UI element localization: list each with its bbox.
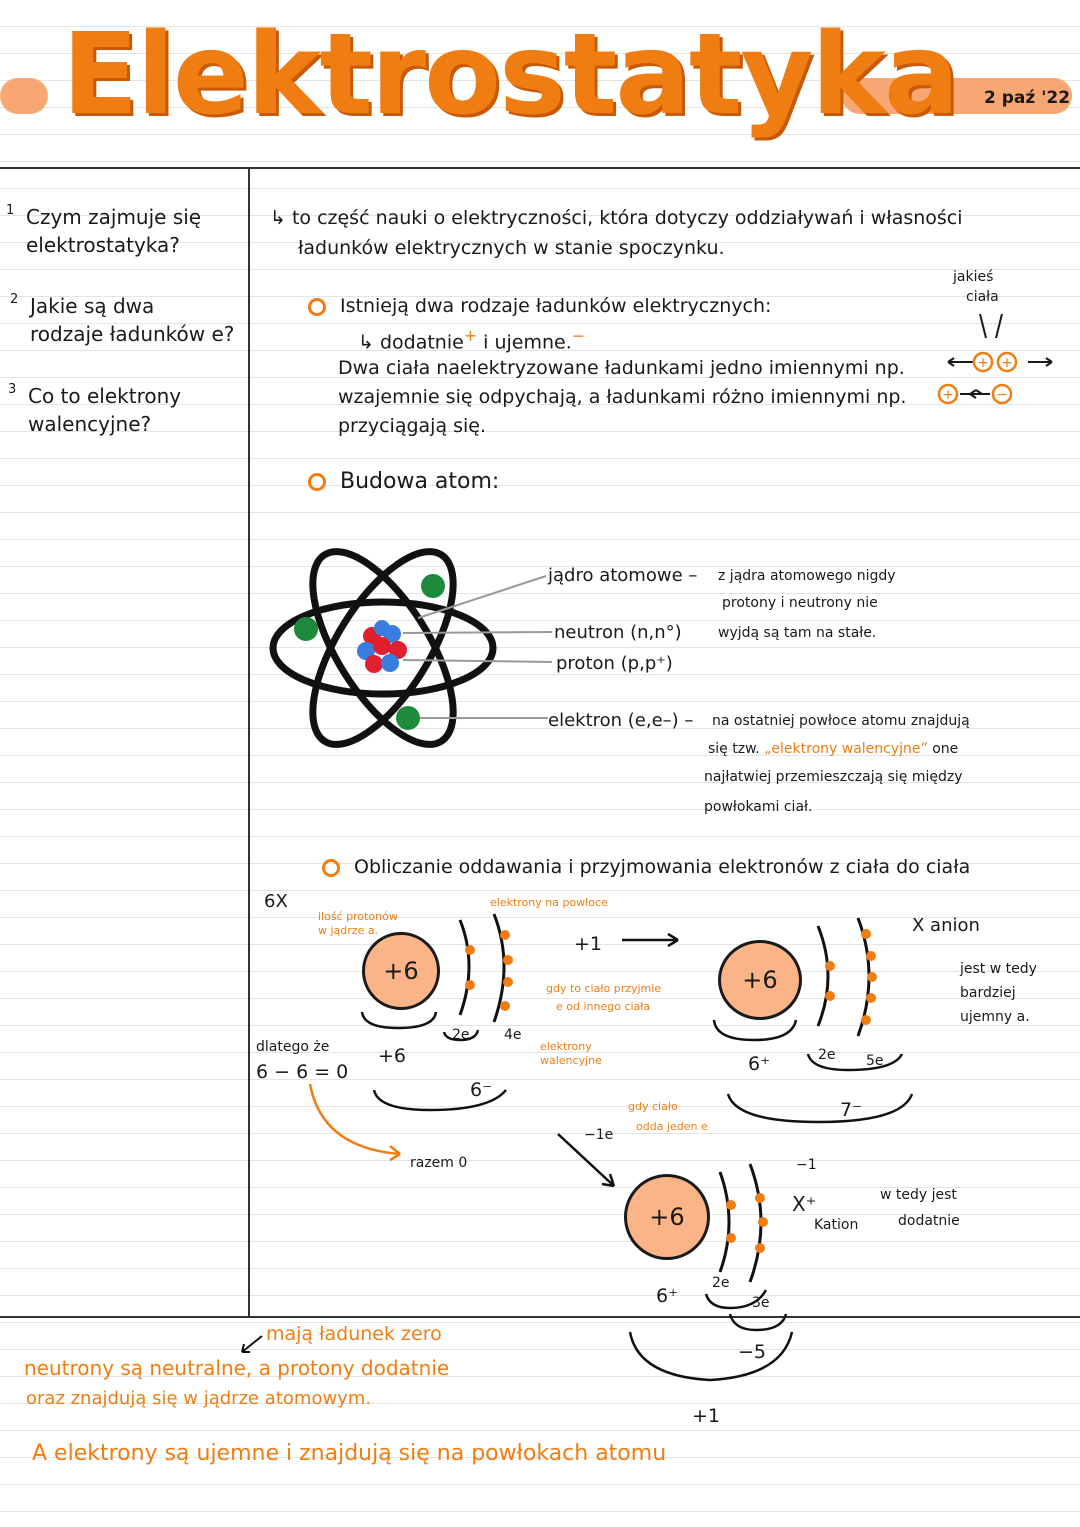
nucleus-kation (624, 1174, 710, 1260)
footer-divider (0, 1316, 1080, 1318)
nucleus-desc-2: protony i neutrony nie (722, 595, 878, 611)
footer-zero: mają ładunek zero (266, 1323, 442, 1345)
electron-desc-2 (708, 738, 958, 760)
nucleus-charge: +6 (649, 1203, 685, 1231)
question-text: rodzaje ładunków e? (30, 322, 235, 346)
bullet-icon (308, 298, 326, 316)
bullet-icon (322, 859, 340, 877)
anion-2e: 2e (818, 1047, 836, 1063)
footer-line-1: neutrony są neutralne, a protony dodatnie (24, 1356, 450, 1380)
bullet-icon (308, 473, 326, 491)
kation-note-1: w tedy jest (880, 1187, 957, 1203)
svg-text:−: − (996, 387, 1008, 403)
minus-sign: − (571, 326, 585, 345)
kation-3e: 3e (752, 1295, 770, 1311)
title-bar-left (0, 78, 48, 114)
plus-sign: + (463, 326, 478, 345)
electron-desc-2-pre: się tzw. (708, 741, 760, 757)
page-title: Elektrostatyka (62, 10, 958, 140)
question-3 (8, 382, 182, 438)
plus6-label: +6 (378, 1045, 407, 1067)
proton-label: proton (p,p⁺) (556, 653, 673, 674)
shells-kation (710, 1160, 780, 1290)
electron-desc-4: powłokami ciał. (704, 799, 813, 815)
atom-heading-text: Budowa atom: (340, 469, 500, 494)
question-number: 1 (6, 203, 15, 218)
nucleus-label: jądro atomowe – (548, 565, 698, 586)
minus1e-note-2: odda jeden e (636, 1120, 708, 1133)
footer-line-2: oraz znajdują się w jądrze atomowym. (26, 1388, 372, 1409)
types-positive: ↳ dodatnie (358, 331, 464, 354)
plus1-note-2: e od innego ciała (556, 1000, 651, 1013)
charge-arrows-icon (930, 312, 1060, 412)
question-2 (10, 292, 235, 348)
nucleus-neutral (362, 932, 440, 1010)
svg-text:+: + (977, 355, 989, 371)
anion-5e: 5e (866, 1053, 884, 1069)
calc-heading (322, 853, 970, 881)
charges-note-bottom: ciała (966, 289, 999, 305)
question-text: Jakie są dwa (30, 294, 155, 318)
margin-divider (248, 167, 250, 1317)
kation-6plus: 6⁺ (656, 1285, 679, 1307)
nucleus-desc-3: wyjdą są tam na stałe. (718, 625, 877, 641)
symbol-left: 6X (264, 891, 288, 912)
kation-label-symbol: X⁺ (792, 1192, 817, 1216)
svg-text:+: + (942, 387, 954, 403)
anion-7minus: 7⁻ (840, 1099, 863, 1121)
answer-1-line-2: ładunków elektrycznych w stanie spoczynku. (298, 237, 725, 259)
charges-body-2: wzajemnie się odpychają, a ładunkami różno imiennymi np. (338, 386, 907, 408)
electron-desc-1: na ostatniej powłoce atomu znajdują (712, 713, 970, 729)
nucleus-anion (718, 940, 802, 1020)
dlatego-1: dlatego że (256, 1039, 330, 1055)
header-divider (0, 167, 1080, 169)
plus1-note-1: gdy to ciało przyjmie (546, 982, 662, 995)
answer-1-line-1: ↳ to część nauki o elektryczności, która dotyczy oddziaływań i własności (270, 207, 963, 229)
charges-note-top: jakieś (953, 269, 994, 285)
valence-highlight: „elektrony walencyjne” (764, 741, 928, 757)
anion-note-3: ujemny a. (960, 1009, 1030, 1025)
anion-minus1: −1 (796, 1157, 817, 1173)
charges-body-1: Dwa ciała naelektryzowane ładunkami jedno imiennymi np. (338, 357, 905, 379)
svg-text:+: + (1001, 355, 1013, 371)
arrow-down-right-icon (556, 1132, 626, 1194)
kation-minus5: −5 (738, 1341, 767, 1363)
question-number: 3 (8, 382, 17, 397)
question-text: Czym zajmuje się (26, 205, 202, 229)
minus1e-label: −1e (584, 1127, 614, 1143)
electron-desc-3: najłatwiej przemieszczają się między (704, 769, 963, 785)
kation-2e: 2e (712, 1275, 730, 1291)
kation-note-2: dodatnie (898, 1213, 960, 1229)
electron-dot (396, 706, 420, 730)
electron-label: elektron (e,e–) – (548, 710, 694, 731)
atom-heading (308, 468, 499, 496)
minus1e-note-1: gdy ciało (628, 1100, 678, 1113)
question-text: walencyjne? (28, 412, 152, 436)
question-text: elektrostatyka? (26, 233, 180, 257)
anion-6plus: 6⁺ (748, 1053, 771, 1075)
arrow-right-icon (620, 930, 690, 950)
question-text: Co to elektrony (28, 384, 182, 408)
calc-heading-text: Obliczanie oddawania i przyjmowania elektronów z ciała do ciała (354, 856, 971, 878)
nucleus-charge: +6 (383, 957, 419, 985)
anion-label: X anion (912, 915, 980, 936)
razem-label: razem 0 (410, 1155, 468, 1171)
sum-6minus: 6⁻ (470, 1079, 493, 1101)
dlatego-2: 6 − 6 = 0 (256, 1061, 349, 1083)
question-number: 2 (10, 292, 19, 307)
charges-types (358, 322, 585, 356)
kation-plus1: +1 (692, 1405, 721, 1427)
e2-label: 2e (452, 1027, 470, 1043)
nucleus (357, 620, 407, 673)
charges-body-3: przyciągają się. (338, 415, 487, 437)
kation-label: Kation (814, 1217, 859, 1233)
braces-anion (712, 1018, 922, 1138)
label-protons: ilość protonów w jądrze a. (318, 910, 398, 937)
anion-note-2: bardziej (960, 985, 1016, 1001)
label-valence: elektrony walencyjne (540, 1040, 602, 1067)
charges-heading (308, 292, 771, 320)
question-1 (6, 203, 202, 259)
nucleus-charge: +6 (742, 966, 778, 994)
date: 2 paź '22 (984, 88, 1071, 108)
electron-desc-2-post: one (932, 741, 959, 757)
charges-heading-text: Istnieją dwa rodzaje ładunków elektrycznych: (340, 295, 772, 317)
electron-dot (421, 574, 445, 598)
label-shells: elektrony na powłoce (490, 896, 608, 909)
anion-note-1: jest w tedy (960, 961, 1037, 977)
arrow-razem (300, 1082, 410, 1162)
plus1-label: +1 (574, 933, 603, 955)
nucleus-desc-1: z jądra atomowego nigdy (718, 568, 896, 584)
footer-line-3: A elektrony są ujemne i znajdują się na powłokach atomu (32, 1441, 667, 1466)
neutron-label: neutron (n,n°) (554, 622, 682, 643)
e4-label: 4e (504, 1027, 522, 1043)
types-negative: i ujemne. (483, 331, 572, 354)
electron-dot (294, 617, 318, 641)
braces-kation (626, 1284, 806, 1404)
atom-diagram (268, 518, 498, 778)
